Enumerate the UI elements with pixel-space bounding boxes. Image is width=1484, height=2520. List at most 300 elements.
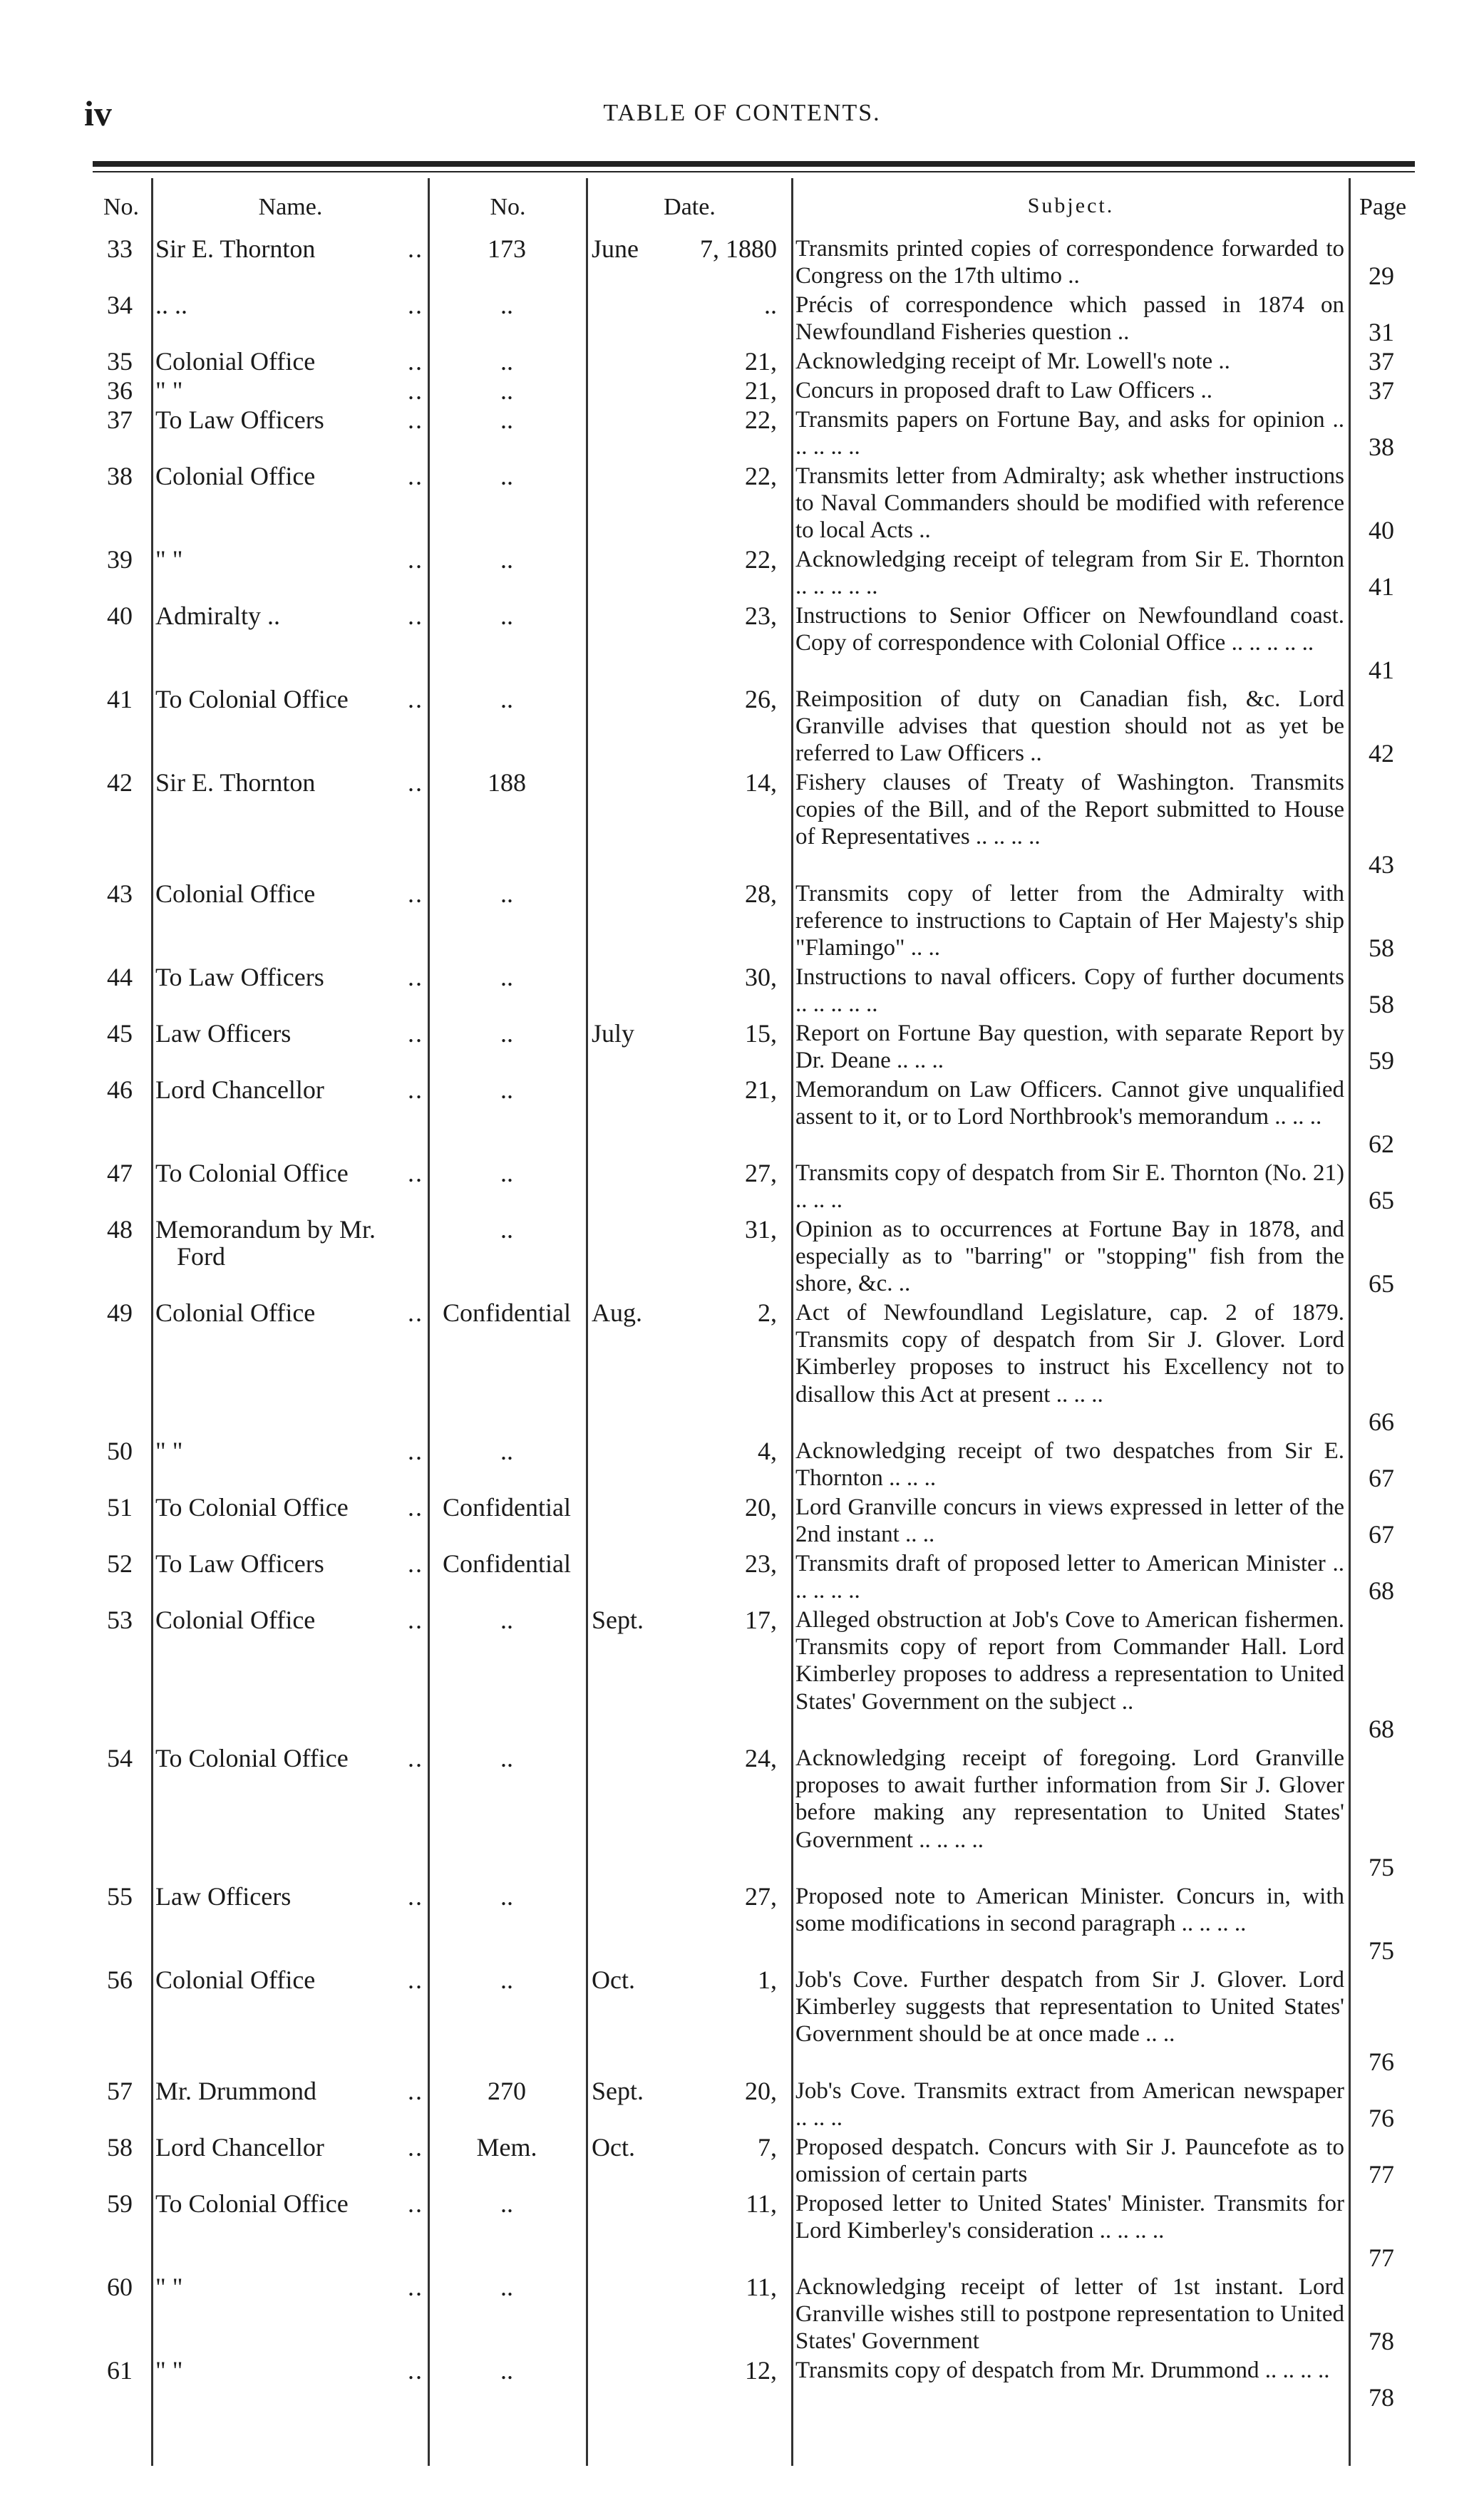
entry-name <box>155 2273 182 2300</box>
column-header-no: No. <box>103 194 140 220</box>
entry-name <box>155 769 315 796</box>
leader-dots: .. <box>408 1159 423 1187</box>
entry-name <box>155 291 187 319</box>
entry-date-day: 12, <box>745 2356 777 2385</box>
header-rule-thick <box>93 161 1415 167</box>
entry-date <box>589 291 790 319</box>
leader-dots: .. <box>408 462 423 490</box>
entry-date-day: 20, <box>745 2077 777 2105</box>
entry-subject: Transmits letter from Admiralty; ask whether instructions to Naval Commanders should be modified with reference to local Acts .. <box>795 463 1344 544</box>
entry-name <box>155 406 324 433</box>
entry-date-day: 21, <box>745 347 777 376</box>
entry-name <box>155 1883 291 1910</box>
entry-name <box>155 1076 324 1103</box>
entry-name <box>155 880 315 907</box>
entry-number: 61 <box>107 2356 133 2385</box>
entry-name <box>155 1494 349 1521</box>
entry-page: 62 <box>1369 1130 1394 1158</box>
leader-dots: .. <box>408 1882 423 1911</box>
entry-number: 36 <box>107 376 133 405</box>
leader-dots: .. <box>408 234 423 263</box>
entry-letter-no: .. <box>500 2356 513 2385</box>
leader-dots: .. <box>408 1549 423 1578</box>
entry-name-text: " " <box>155 545 183 574</box>
entry-name-text: Law Officers <box>155 1882 292 1911</box>
contents-row <box>0 2077 1484 2132</box>
entry-date-day: 27, <box>745 1159 777 1187</box>
leader-dots: .. <box>408 376 423 405</box>
entry-letter-no: .. <box>500 376 513 405</box>
contents-row <box>0 1160 1484 1214</box>
contents-row <box>0 2273 1484 2355</box>
contents-row <box>0 291 1484 346</box>
contents-row <box>0 769 1484 878</box>
entry-name-text: To Colonial Office <box>155 1744 349 1772</box>
entry-letter-no: .. <box>500 1075 513 1104</box>
leader-dots: .. <box>408 963 423 991</box>
contents-row <box>0 1076 1484 1157</box>
entry-name-text: To Law Officers <box>155 1549 324 1578</box>
leader-dots: .. <box>408 601 423 630</box>
entry-number: 46 <box>107 1075 133 1104</box>
entry-number: 48 <box>107 1215 133 1244</box>
entry-date-day: 2, <box>758 1298 777 1327</box>
leader-dots: .. <box>408 2356 423 2385</box>
leader-dots: .. <box>408 2133 423 2162</box>
leader-dots: .. <box>408 291 423 319</box>
contents-row <box>0 1299 1484 1435</box>
entry-name-text: Colonial Office <box>155 462 316 490</box>
entry-date-month: Aug. <box>592 1298 642 1327</box>
entry-date <box>589 2077 790 2105</box>
entry-number: 49 <box>107 1298 133 1327</box>
entry-name-text: " " <box>155 2273 183 2301</box>
entry-subject: Instructions to naval officers. Copy of further documents .. .. .. .. .. <box>795 964 1344 1018</box>
entry-number: 51 <box>107 1493 133 1522</box>
entry-date-day: 30, <box>745 963 777 991</box>
entry-number: 39 <box>107 545 133 574</box>
entry-page: 37 <box>1369 347 1394 376</box>
entry-page: 58 <box>1369 934 1394 962</box>
entry-number: 45 <box>107 1019 133 1048</box>
leader-dots: .. <box>408 347 423 376</box>
entry-subject: Acknowledging receipt of two despatches from Sir E. Thornton .. .. .. <box>795 1438 1344 1492</box>
entry-letter-no: .. <box>500 1966 513 1994</box>
entry-date-day: 11, <box>746 2273 777 2301</box>
entry-date-day: 22, <box>745 545 777 574</box>
entry-letter-no: .. <box>500 601 513 630</box>
entry-name <box>155 1966 315 1993</box>
entry-subject: Transmits copy of despatch from Sir E. Thornton (No. 21) .. .. .. <box>795 1160 1344 1214</box>
entry-date <box>589 2357 790 2384</box>
contents-row <box>0 880 1484 961</box>
entry-subject: Transmits printed copies of correspondence forwarded to Congress on the 17th ultimo .. <box>795 236 1344 289</box>
entry-number: 38 <box>107 462 133 490</box>
entry-page: 76 <box>1369 2048 1394 2076</box>
entry-page: 68 <box>1369 1576 1394 1605</box>
entry-date-day: 14, <box>745 768 777 797</box>
entry-page: 59 <box>1369 1046 1394 1075</box>
entry-number: 34 <box>107 291 133 319</box>
entry-number: 52 <box>107 1549 133 1578</box>
entry-subject: Proposed letter to United States' Minister. Transmits for Lord Kimberley's consideration .. .. .. .. <box>795 2191 1344 2244</box>
entry-page: 68 <box>1369 1715 1394 1743</box>
entry-name-text: Colonial Office <box>155 1606 316 1634</box>
entry-name-text: Memorandum by Mr. <box>155 1215 376 1244</box>
entry-name-text: Colonial Office <box>155 347 316 376</box>
entry-date-day: 7, <box>758 2133 777 2162</box>
entry-name-text: To Law Officers <box>155 406 324 434</box>
entry-date-day: 20, <box>745 1493 777 1522</box>
entry-date <box>589 880 790 907</box>
entry-date <box>589 546 790 573</box>
entry-date-day: 7, 1880 <box>700 234 777 263</box>
contents-row <box>0 1966 1484 2075</box>
entry-name <box>155 1437 182 1465</box>
entry-name-text: Law Officers <box>155 1019 292 1048</box>
entry-name <box>155 2190 349 2217</box>
entry-date <box>589 1966 790 1993</box>
entry-subject: Proposed despatch. Concurs with Sir J. Pauncefote as to omission of certain parts <box>795 2134 1344 2188</box>
entry-number: 50 <box>107 1437 133 1465</box>
entry-number: 59 <box>107 2189 133 2218</box>
leader-dots: .. <box>408 1019 423 1048</box>
contents-row <box>0 1437 1484 1492</box>
contents-row <box>0 406 1484 460</box>
entry-letter-no: Confidential <box>443 1549 571 1578</box>
contents-row <box>0 602 1484 683</box>
entry-name-text: Lord Chancellor <box>155 1075 324 1104</box>
entry-page: 37 <box>1369 376 1394 405</box>
entry-name-text: To Law Officers <box>155 963 324 991</box>
entry-date-day: 28, <box>745 879 777 908</box>
entry-subject: Proposed note to American Minister. Concurs in, with some modifications in second paragraph .. .. .. .. <box>795 1884 1344 1937</box>
entry-page: 75 <box>1369 1936 1394 1965</box>
entry-date-day: 26, <box>745 685 777 713</box>
entry-page: 40 <box>1369 516 1394 544</box>
entry-name-text: Sir E. Thornton <box>155 234 316 263</box>
entry-letter-no: .. <box>500 347 513 376</box>
entry-date-day: 22, <box>745 406 777 434</box>
leader-dots: .. <box>408 1966 423 1994</box>
entry-letter-no: .. <box>500 406 513 434</box>
entry-date <box>589 2190 790 2217</box>
entry-subject: Reimposition of duty on Canadian fish, &c. Lord Granville advises that question should not as yet be referred to Law Officers .. <box>795 686 1344 767</box>
entry-name <box>155 1299 315 1326</box>
entry-number: 40 <box>107 601 133 630</box>
entry-subject: Transmits copy of despatch from Mr. Drummond .. .. .. .. <box>795 2358 1330 2383</box>
entry-subject: Opinion as to occurrences at Fortune Bay in 1878, and especially as to "barring" or "stopping" fish from the shore, &c. .. <box>795 1217 1344 1297</box>
entry-subject: Acknowledging receipt of Mr. Lowell's note .. <box>795 348 1230 374</box>
contents-row <box>0 1216 1484 1297</box>
entry-name <box>155 1550 324 1577</box>
contents-row <box>0 2357 1484 2411</box>
leader-dots: .. <box>408 879 423 908</box>
entry-letter-no: .. <box>500 1882 513 1911</box>
contents-row <box>0 1745 1484 1881</box>
entry-date-day: 4, <box>758 1437 777 1465</box>
entry-name <box>155 235 315 262</box>
entry-letter-no: 188 <box>488 768 526 797</box>
entry-name <box>155 348 315 375</box>
entry-name <box>155 1160 349 1187</box>
header-rule-thin <box>93 171 1415 172</box>
entry-date <box>589 1494 790 1521</box>
entry-subject: Report on Fortune Bay question, with separate Report by Dr. Deane .. .. .. <box>795 1021 1344 1074</box>
entry-letter-no: .. <box>500 1744 513 1772</box>
entry-date-month: Sept. <box>592 2077 644 2105</box>
entry-page: 41 <box>1369 656 1394 684</box>
entry-number: 60 <box>107 2273 133 2301</box>
entry-date-day: 27, <box>745 1882 777 1911</box>
entry-letter-no: .. <box>500 1606 513 1634</box>
leader-dots: .. <box>408 2077 423 2105</box>
entry-number: 58 <box>107 2133 133 2162</box>
entry-date-day: 21, <box>745 1075 777 1104</box>
entry-subject: Job's Cove. Further despatch from Sir J. Glover. Lord Kimberley suggests that representation to United States' Government should be at once made .. .. <box>795 1967 1344 2048</box>
contents-row <box>0 964 1484 1018</box>
entry-subject: Transmits draft of proposed letter to American Minister .. .. .. .. .. <box>795 1551 1344 1604</box>
entry-name-continued: Ford <box>177 1242 226 1271</box>
entry-subject: Lord Granville concurs in views expressed in letter of the 2nd instant .. .. <box>795 1494 1344 1548</box>
entry-date <box>589 602 790 629</box>
entry-letter-no: 173 <box>488 234 526 263</box>
entry-subject: Transmits copy of letter from the Admiralty with reference to instructions to Captain of Her Majesty's ship "Flamingo" .. .. <box>795 881 1344 961</box>
entry-date <box>589 1216 790 1243</box>
entry-letter-no: .. <box>500 291 513 319</box>
entry-name <box>155 1020 291 1047</box>
entry-page: 75 <box>1369 1853 1394 1881</box>
leader-dots: .. <box>408 2273 423 2301</box>
entry-date-month: Oct. <box>592 2133 635 2162</box>
entry-letter-no: .. <box>500 2189 513 2218</box>
entry-subject: Acknowledging receipt of telegram from Sir E. Thornton .. .. .. .. .. <box>795 547 1344 600</box>
entry-subject: Acknowledging receipt of letter of 1st instant. Lord Granville wishes still to postpone representation to United States' Government <box>795 2274 1344 2355</box>
entry-date <box>589 406 790 433</box>
column-header-letter-no: No. <box>490 194 526 220</box>
leader-dots: .. <box>408 1298 423 1327</box>
entry-name-text: Colonial Office <box>155 1298 316 1327</box>
entry-date <box>589 1745 790 1772</box>
entry-page: 67 <box>1369 1464 1394 1492</box>
contents-row <box>0 1494 1484 1548</box>
entry-number: 44 <box>107 963 133 991</box>
entry-name-text: Admiralty .. <box>155 601 280 630</box>
entry-letter-no: .. <box>500 1215 513 1244</box>
contents-row <box>0 348 1484 375</box>
entry-name-text: To Colonial Office <box>155 2189 349 2218</box>
entry-date <box>589 769 790 796</box>
entry-name-text: Sir E. Thornton <box>155 768 316 797</box>
entry-page: 65 <box>1369 1186 1394 1214</box>
leader-dots: .. <box>408 685 423 713</box>
entry-name <box>155 546 182 573</box>
entry-subject: Fishery clauses of Treaty of Washington. Transmits copies of the Bill, and of the Report submitted to House of Representatives .. .. .. .. <box>795 770 1344 850</box>
page-number: iv <box>84 93 112 133</box>
leader-dots: .. <box>408 1606 423 1634</box>
contents-row <box>0 235 1484 289</box>
entry-page: 31 <box>1369 318 1394 346</box>
entry-subject: Memorandum on Law Officers. Cannot give unqualified assent to it, or to Lord Northbrook's memorandum .. .. .. <box>795 1077 1344 1130</box>
entry-date <box>589 1020 790 1047</box>
entry-page: 42 <box>1369 739 1394 768</box>
entry-number: 41 <box>107 685 133 713</box>
entry-page: 65 <box>1369 1269 1394 1298</box>
column-header-date: Date. <box>664 194 716 220</box>
entry-page: 77 <box>1369 2160 1394 2189</box>
entry-date-day: 1, <box>758 1966 777 1994</box>
entry-number: 53 <box>107 1606 133 1634</box>
entry-page: 67 <box>1369 1520 1394 1549</box>
entry-subject: Acknowledging receipt of foregoing. Lord Granville proposes to await further information from Sir J. Glover before making any representation to United States' Government .. .. .. .. <box>795 1745 1344 1853</box>
contents-row <box>0 463 1484 544</box>
entry-letter-no: Confidential <box>443 1298 571 1327</box>
entry-date-month: Sept. <box>592 1606 644 1634</box>
entry-page: 77 <box>1369 2243 1394 2272</box>
entry-number: 33 <box>107 234 133 263</box>
entry-date-day: 17, <box>745 1606 777 1634</box>
entry-name-text: " " <box>155 1437 183 1465</box>
column-header-subject: Subject. <box>1027 194 1115 217</box>
entry-name-text: Colonial Office <box>155 879 316 908</box>
entry-number: 43 <box>107 879 133 908</box>
entry-date <box>589 463 790 490</box>
running-title: TABLE OF CONTENTS. <box>603 100 881 126</box>
entry-subject: Job's Cove. Transmits extract from American newspaper .. .. .. <box>795 2078 1344 2132</box>
entry-letter-no: .. <box>500 1019 513 1048</box>
entry-name-text: To Colonial Office <box>155 1159 349 1187</box>
leader-dots: .. <box>408 545 423 574</box>
entry-date <box>589 1160 790 1187</box>
column-header-name: Name. <box>258 194 323 220</box>
entry-date-day: 23, <box>745 1549 777 1578</box>
entry-page: 38 <box>1369 433 1394 461</box>
entry-number: 35 <box>107 347 133 376</box>
entry-name <box>155 964 324 991</box>
entry-name <box>155 1216 376 1270</box>
entry-number: 56 <box>107 1966 133 1994</box>
contents-row <box>0 686 1484 767</box>
entry-subject: Transmits papers on Fortune Bay, and asks for opinion .. .. .. .. .. <box>795 407 1344 460</box>
entry-date <box>589 2134 790 2161</box>
entry-name-text: .. .. <box>155 291 187 319</box>
entry-letter-no: Mem. <box>476 2133 537 2162</box>
entry-number: 55 <box>107 1882 133 1911</box>
leader-dots: .. <box>408 768 423 797</box>
contents-row <box>0 2190 1484 2271</box>
entry-date-day: 15, <box>745 1019 777 1048</box>
entry-date-day: 24, <box>745 1744 777 1772</box>
entry-letter-no: .. <box>500 2273 513 2301</box>
entry-letter-no: 270 <box>488 2077 526 2105</box>
entry-date <box>589 235 790 262</box>
entry-name <box>155 602 280 629</box>
entry-date <box>589 1437 790 1465</box>
entry-page: 58 <box>1369 990 1394 1018</box>
entry-letter-no: Confidential <box>443 1493 571 1522</box>
entry-date <box>589 1550 790 1577</box>
entry-name-text: Lord Chancellor <box>155 2133 324 2162</box>
entry-subject: Concurs in proposed draft to Law Officers .. <box>795 378 1212 403</box>
entry-letter-no: .. <box>500 462 513 490</box>
contents-row <box>0 377 1484 404</box>
entry-date <box>589 377 790 404</box>
entry-date-month: June <box>592 234 639 263</box>
entry-letter-no: .. <box>500 545 513 574</box>
contents-row <box>0 1020 1484 1074</box>
contents-row <box>0 1606 1484 1742</box>
entry-name <box>155 2077 316 2105</box>
entry-name-text: To Colonial Office <box>155 685 349 713</box>
entry-date <box>589 686 790 713</box>
entry-date-day: 22, <box>745 462 777 490</box>
entry-name <box>155 463 315 490</box>
entry-name <box>155 2357 182 2384</box>
entry-letter-no: .. <box>500 879 513 908</box>
entry-name-text: " " <box>155 376 183 405</box>
leader-dots: .. <box>408 1075 423 1104</box>
entry-subject: Act of Newfoundland Legislature, cap. 2 of 1879. Transmits copy of despatch from Sir J. Glover. Lord Kimberley proposes to instruct his Excellency not to disallow this Act at present .. .. .. <box>795 1300 1344 1408</box>
entry-page: 41 <box>1369 572 1394 601</box>
entry-number: 54 <box>107 1744 133 1772</box>
entry-name-text: Mr. Drummond <box>155 2077 317 2105</box>
entry-date-day: 23, <box>745 601 777 630</box>
leader-dots: .. <box>408 406 423 434</box>
entry-letter-no: .. <box>500 685 513 713</box>
entry-name <box>155 377 182 404</box>
entry-number: 37 <box>107 406 133 434</box>
leader-dots: .. <box>408 1437 423 1465</box>
entry-date <box>589 348 790 375</box>
entry-name <box>155 1745 349 1772</box>
entry-page: 43 <box>1369 850 1394 879</box>
entry-name-text: " " <box>155 2356 183 2385</box>
entry-page: 78 <box>1369 2383 1394 2412</box>
column-header-page: Page <box>1359 194 1407 220</box>
entry-date <box>589 1883 790 1910</box>
entry-page: 66 <box>1369 1408 1394 1436</box>
entry-name <box>155 686 349 713</box>
leader-dots: .. <box>408 1744 423 1772</box>
contents-row <box>0 2134 1484 2188</box>
entry-letter-no: .. <box>500 963 513 991</box>
leader-dots: .. <box>408 2189 423 2218</box>
entry-date <box>589 1299 790 1326</box>
entry-date <box>589 1076 790 1103</box>
entry-subject: Instructions to Senior Officer on Newfoundland coast. Copy of correspondence with Colonial Office .. .. .. .. .. <box>795 603 1344 656</box>
entry-date-month: Oct. <box>592 1966 635 1994</box>
entry-name-text: Colonial Office <box>155 1966 316 1994</box>
contents-row <box>0 1883 1484 1964</box>
entry-date-day: 21, <box>745 376 777 405</box>
entry-number: 57 <box>107 2077 133 2105</box>
leader-dots: .. <box>408 1493 423 1522</box>
entry-letter-no: .. <box>500 1159 513 1187</box>
entry-number: 47 <box>107 1159 133 1187</box>
entry-letter-no: .. <box>500 1437 513 1465</box>
contents-row <box>0 1550 1484 1604</box>
entry-name <box>155 2134 324 2161</box>
entry-page: 29 <box>1369 262 1394 290</box>
entry-date <box>589 2273 790 2300</box>
entry-page: 76 <box>1369 2104 1394 2132</box>
entry-date <box>589 964 790 991</box>
entry-date-day: 31, <box>745 1215 777 1244</box>
entry-date-month: July <box>592 1019 635 1048</box>
entry-number: 42 <box>107 768 133 797</box>
entry-date-day: 11, <box>746 2189 777 2218</box>
entry-page: 78 <box>1369 2327 1394 2355</box>
